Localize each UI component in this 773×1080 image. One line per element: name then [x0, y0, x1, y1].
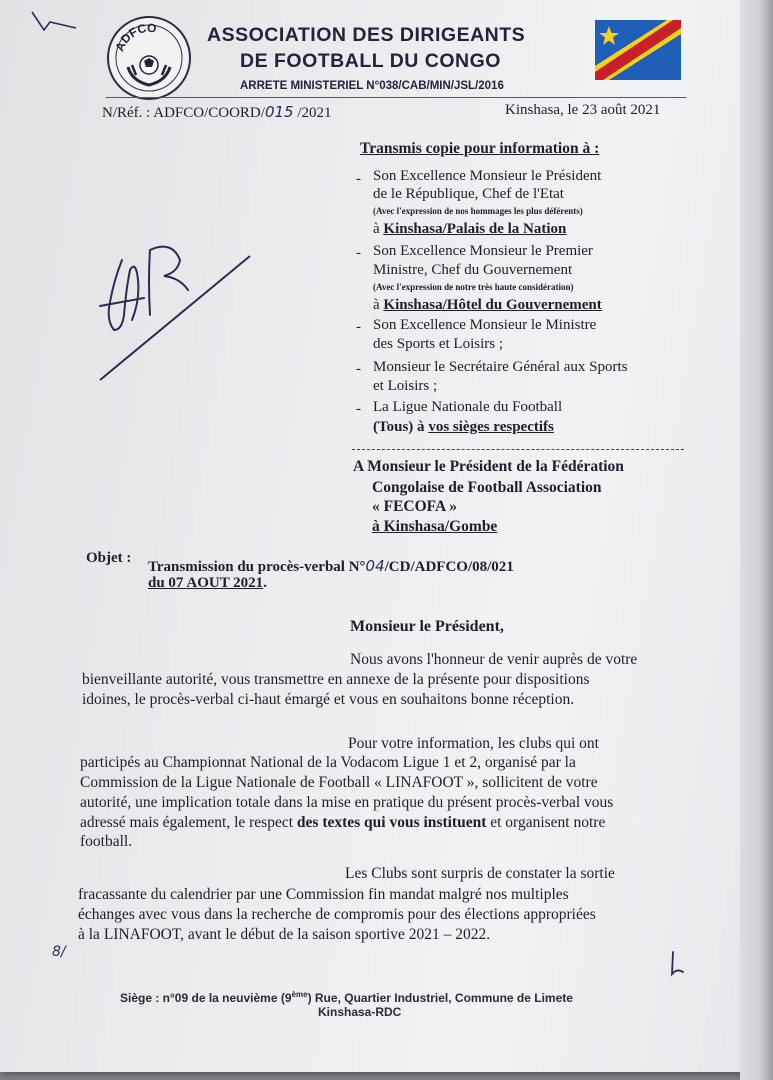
- recipient-line3: « FECOFA »: [372, 498, 457, 515]
- objet-line2: du 07 AOUT 2021.: [148, 575, 267, 591]
- paragraph-line: participés au Championnat National de la Vodacom Ligue 1 et 2, organisé par la: [80, 754, 576, 771]
- ref-suffix: /2021: [293, 105, 332, 121]
- underlying-page-edge: [740, 0, 773, 1080]
- paragraph-line: à la LINAFOOT, avant le début de la saison sportive 2021 – 2022.: [78, 926, 491, 943]
- org-name-line2: DE FOOTBALL DU CONGO: [240, 50, 501, 72]
- list-dash: -: [356, 171, 361, 187]
- recipient-city: à Kinshasa/Gombe: [372, 518, 498, 535]
- list-item-cont: de le République, Chef de l'Etat: [373, 186, 564, 202]
- letter-date: Kinshasa, le 23 août 2021: [505, 102, 661, 118]
- paragraph-line: fracassante du calendrier par une Commission fin mandat malgré nos multiples: [78, 886, 569, 903]
- list-dash: -: [356, 319, 361, 335]
- salutation: Monsieur le Président,: [350, 618, 504, 635]
- list-item-destination: à Kinshasa/Hôtel du Gouvernement: [373, 297, 602, 313]
- paragraph-line: autorité, une implication totale dans la mise en pratique du présent procès-verbal vous: [80, 794, 614, 811]
- list-item: La Ligue Nationale du Football: [373, 399, 563, 415]
- paragraph-line: Commission de la Ligue Nationale de Football « LINAFOOT », sollicitent de votre: [80, 774, 598, 791]
- objet-number-handwritten: 04: [365, 557, 385, 575]
- reference-line: [102, 103, 332, 122]
- adfco-logo: [106, 15, 192, 101]
- objet-label: Objet :: [86, 550, 132, 566]
- list-item-cont: Ministre, Chef du Gouvernement: [373, 262, 573, 278]
- list-item-destination: à Kinshasa/Palais de la Nation: [373, 221, 567, 237]
- ref-number-handwritten: 015: [264, 103, 294, 121]
- list-dash: -: [356, 401, 361, 417]
- recipient-line2: Congolaise de Football Association: [372, 479, 602, 496]
- list-item: Son Excellence Monsieur le Premier: [373, 243, 593, 259]
- objet-line1: Transmission du procès-verbal N°04/CD/ADFCO/08/021: [148, 557, 514, 575]
- paragraph-line: bienveillante autorité, vous transmettre en annexe de la présente pour dispositions: [82, 671, 590, 688]
- list-closing: (Tous) à vos sièges respectifs: [373, 419, 554, 435]
- paragraph-line: adressé mais également, le respect des textes qui vous instituent et organisent notre: [80, 814, 606, 831]
- footer-address-line2: Kinshasa-RDC: [318, 1005, 402, 1019]
- transmis-title: Transmis copie pour information à :: [360, 140, 600, 157]
- drc-flag: [595, 20, 681, 80]
- list-item-note: (Avec l'expression de notre très haute considération): [373, 282, 574, 292]
- ref-prefix: N/Réf. : ADFCO/COORD/: [102, 105, 265, 121]
- list-item-note: (Avec l'expression de nos hommages les plus déférents): [373, 206, 583, 216]
- header-rule: [106, 97, 686, 98]
- list-item: Son Excellence Monsieur le Président: [373, 168, 602, 184]
- handwritten-signature: [92, 220, 262, 385]
- paragraph-line: Nous avons l'honneur de venir auprès de votre: [350, 651, 638, 668]
- list-dash: -: [356, 245, 361, 261]
- org-name-line1: ASSOCIATION DES DIRIGEANTS: [207, 24, 526, 46]
- margin-handwritten-note: 8/: [52, 944, 66, 960]
- list-item-cont: des Sports et Loisirs ;: [373, 336, 503, 352]
- separator-dashed: [352, 449, 684, 450]
- list-item: Son Excellence Monsieur le Ministre: [373, 317, 597, 333]
- paragraph-line: échanges avec vous dans la recherche de compromis pour des élections appropriées: [78, 906, 596, 923]
- paragraph-line: football.: [80, 833, 133, 850]
- corner-check-mark: [30, 8, 80, 36]
- footer-address-line1: Siège : n°09 de la neuvième (9ème) Rue, Quartier Industriel, Commune de Limete: [120, 990, 573, 1005]
- logo-text: ADFCO: [112, 20, 158, 54]
- arrete-ministeriel: ARRETE MINISTERIEL N°038/CAB/MIN/JSL/2016: [240, 80, 504, 92]
- list-item-cont: et Loisirs ;: [373, 378, 438, 394]
- list-item: Monsieur le Secrétaire Général aux Sports: [373, 359, 628, 375]
- recipient-line1: A Monsieur le Président de la Fédération: [353, 458, 624, 475]
- list-dash: -: [356, 361, 361, 377]
- paragraph-line: Pour votre information, les clubs qui ont: [348, 735, 599, 752]
- handwritten-initial: [667, 950, 687, 978]
- paragraph-line: idoines, le procès-verbal ci-haut émargé et vous en souhaitons bonne réception.: [82, 691, 575, 708]
- paragraph-line: Les Clubs sont surpris de constater la sortie: [345, 865, 615, 882]
